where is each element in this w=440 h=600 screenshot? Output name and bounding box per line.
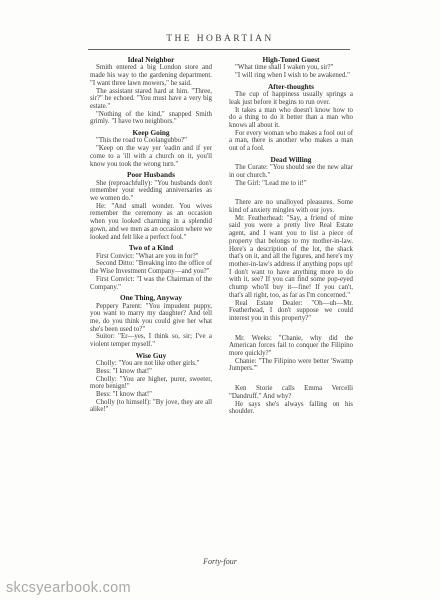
- section-gap: [229, 326, 353, 335]
- section-heading: Two of a Kind: [128, 243, 174, 253]
- body-paragraph: Mr. Featherhead: "Say, a friend of mine said you were a pretty live Real Estate agent, and I want you to list a piece of property that belongs to my mother-in-law. Here's a description of the lot, the shack that's on it, and all the figures, and here's my mother-in-law's address if anything pops up! I don't want to have anything more to do with it, see? If you can find some pop-eyed chump who'll buy it—fine! If you can't, that's all right, too, as far as I'm concerned.": [229, 214, 353, 299]
- section-heading: High-Toned Guest: [262, 55, 320, 64]
- left-column: [90, 56, 212, 417]
- body-paragraph: Chanie: "The Filipino were better 'Swamp Jumpers.'": [229, 357, 353, 373]
- header-rule: [88, 49, 350, 50]
- joke-section: [229, 56, 353, 80]
- body-paragraph: The Girl: "Lead me to it!": [235, 179, 307, 187]
- joke-section: [90, 294, 212, 349]
- body-paragraph: "Keep on the way yer 'eadin and if yer come to a 'ill with a church on it, you'll know you took the wrong turn.": [90, 145, 212, 168]
- body-paragraph: He: "And small wonder. You wives remember the ceremony as an occasion when you looked charming in a splendid gown, and we men as an occasion where we looked and felt like a perfect fool.": [90, 202, 212, 241]
- body-paragraph: The assistant stared hard at him. "Three, sir?" he echoed. "You must have a very big estate.": [90, 87, 212, 110]
- section-heading: Ideal Neighbor: [127, 55, 175, 64]
- page-header: THE HOBARTIAN: [166, 34, 274, 44]
- joke-section: [90, 352, 212, 414]
- body-paragraph: First Convict: "I was the Chairman of the Company.": [90, 275, 212, 291]
- joke-section: [90, 129, 212, 168]
- body-paragraph: Cholly (to himself): "By jove, they are all alike!": [90, 398, 212, 414]
- body-paragraph: Suitor: "Er—yes, I think so, sir; I've a violent temper myself.": [90, 333, 212, 349]
- body-paragraph: Ken Storie calls Emma Vercelli "Dandruff." And why?: [229, 385, 353, 400]
- body-paragraph: There are no unalloyed pleasures. Some kind of anxiety mingles with our joys.: [229, 199, 353, 215]
- body-paragraph: Cholly: "You are higher, purer, sweeter, more benign!": [90, 375, 212, 391]
- joke-section: [90, 244, 212, 291]
- section-heading: Wise Guy: [135, 350, 167, 360]
- joke-section: [229, 376, 353, 416]
- body-paragraph: The cup of happiness usually springs a leak just before it begins to run over.: [229, 91, 353, 106]
- section-gap: [229, 190, 353, 199]
- body-paragraph: It takes a man who doesn't know how to do a thing to do it better than a man who knows all about it.: [229, 106, 353, 130]
- section-heading: Dead Willing: [270, 154, 312, 164]
- site-watermark: skcsyearbook.com: [6, 580, 131, 596]
- body-paragraph: "What time shall I waken you, sir?": [235, 64, 334, 72]
- body-paragraph: Mr. Weeks: "Chanie, why did the American forces fail to conquer the Filipino more quickly?": [229, 334, 353, 358]
- joke-section: [229, 156, 353, 188]
- body-paragraph: Smith entered a big London store and made his way to the gardening department. "I want three lawn mowers," he said.: [90, 64, 212, 87]
- body-paragraph: "This the road to Coolangubbo?": [96, 137, 187, 145]
- body-paragraph: Cholly: "You are not like other girls.": [96, 360, 200, 368]
- joke-section: [229, 190, 353, 322]
- joke-section: [229, 83, 353, 153]
- section-gap: [229, 376, 353, 385]
- joke-section: [90, 171, 212, 241]
- section-heading: After-thoughts: [268, 81, 314, 91]
- body-paragraph: She (reproachfully): "You husbands don't remember your wedding anniversaries as we women do.": [90, 179, 212, 203]
- page-number: Forty-four: [203, 557, 237, 566]
- body-paragraph: "I will ring when I wish to be awakened.": [235, 72, 350, 80]
- body-paragraph: Peppery Parent: "You impudent puppy, you want to marry my daughter? And tell me, do you think you could give her what she's been used to?": [90, 302, 212, 333]
- section-heading: Poor Husbands: [127, 170, 175, 180]
- body-paragraph: Second Ditto: "Breaking into the office of the Wise Investment Company—and you?": [90, 260, 212, 276]
- body-paragraph: Bess: "I know that!": [96, 391, 152, 399]
- section-heading: Keep Going: [132, 128, 170, 138]
- body-paragraph: First Convict: "What are you in for?": [96, 252, 199, 260]
- right-column: [229, 56, 353, 419]
- body-paragraph: For every woman who makes a fool out of a man, there is another who makes a man out of a fool.: [229, 129, 353, 153]
- body-paragraph: He says she's always falling on his shoulder.: [229, 400, 353, 416]
- body-paragraph: Bess: "I know that!": [96, 367, 152, 375]
- joke-section: [229, 326, 353, 374]
- section-heading: One Thing, Anyway: [119, 293, 183, 303]
- body-paragraph: "Nothing of the kind," snapped Smith grimly. "I have two neighbors.": [90, 110, 212, 126]
- body-paragraph: Real Estate Dealer: "Oh—uh—Mr. Featherhead, I don't suppose we could interest you in this property?": [229, 299, 353, 322]
- body-paragraph: The Curate: "You should see the new altar in our church.": [229, 164, 353, 179]
- joke-section: [90, 56, 212, 126]
